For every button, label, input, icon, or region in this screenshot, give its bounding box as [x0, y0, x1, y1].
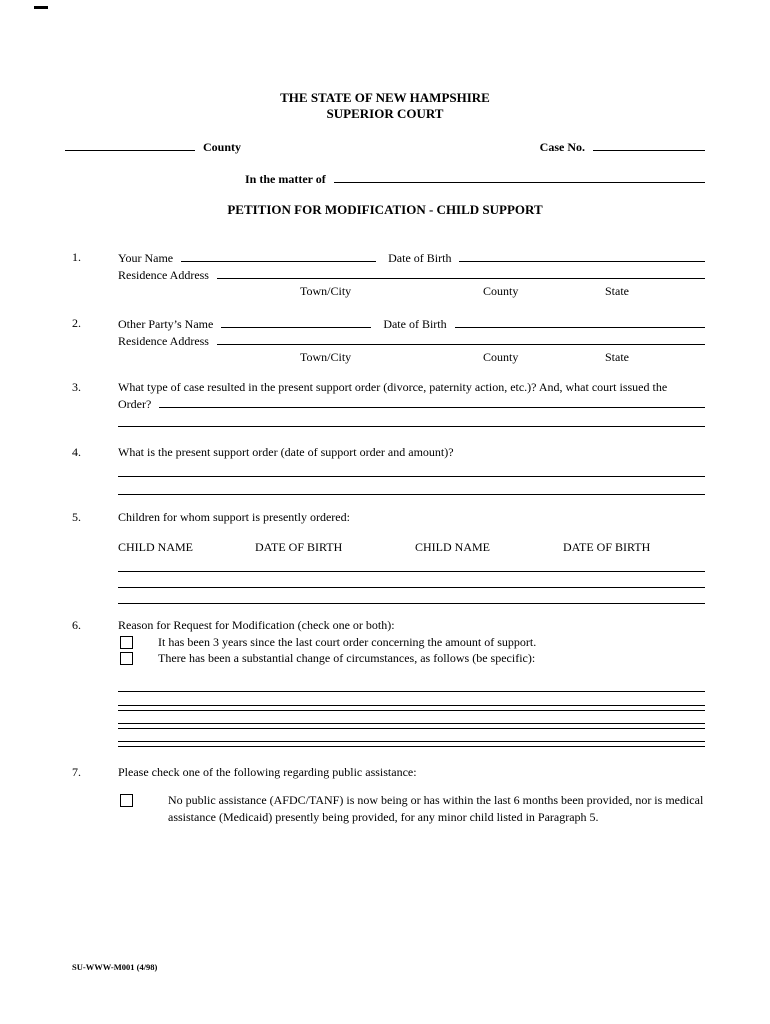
your-dob-label: Date of Birth: [388, 251, 452, 265]
matter-label: In the matter of: [245, 172, 326, 186]
other-party-residence-field[interactable]: [217, 332, 705, 345]
case-no-field[interactable]: [593, 138, 705, 151]
item-4-number: 4.: [72, 445, 81, 459]
item-2-sublabels: [118, 349, 705, 365]
dob-header-1: DATE OF BIRTH: [255, 540, 343, 554]
form-code: SU-WWW-M001 (4/98): [72, 962, 158, 972]
court-header: [0, 90, 770, 122]
other-party-towncity-label: Town/City: [300, 350, 352, 364]
item-2-number: 2.: [72, 316, 81, 330]
scan-artifact: [34, 6, 48, 9]
your-towncity-label: Town/City: [300, 284, 352, 298]
matter-row: [245, 170, 705, 187]
circumstances-field-line2[interactable]: [118, 705, 705, 711]
option-substantial-change: [118, 650, 705, 666]
three-years-option-label: It has been 3 years since the last court order concerning the amount of support.: [158, 635, 537, 649]
circumstances-field-line3[interactable]: [118, 723, 705, 729]
no-public-assistance-checkbox[interactable]: [120, 794, 133, 807]
other-party-dob-label: Date of Birth: [383, 317, 447, 331]
no-public-assistance-label: No public assistance (AFDC/TANF) is now being or has within the last 6 months been provided, nor is medical assistance (Medicaid) presently being provided, for any minor child listed in Paragraph 5.: [168, 793, 704, 824]
county-case-row: [65, 138, 705, 155]
item-7: [72, 764, 705, 826]
your-residence-label: Residence Address: [118, 268, 209, 282]
circumstances-field-line1[interactable]: [118, 691, 705, 692]
item-6: [72, 617, 705, 747]
three-years-checkbox[interactable]: [120, 636, 133, 649]
support-order-field-line1[interactable]: [118, 476, 705, 477]
item-5-number: 5.: [72, 510, 81, 524]
option-no-public-assistance: [118, 792, 705, 826]
your-state-label: State: [605, 284, 629, 298]
children-table-headers: [118, 539, 705, 555]
state-title: THE STATE OF NEW HAMPSHIRE: [280, 90, 490, 105]
form-title: PETITION FOR MODIFICATION - CHILD SUPPORT: [227, 202, 543, 217]
item-1: [72, 249, 705, 299]
item-7-heading: Please check one of the following regarding public assistance:: [118, 765, 417, 779]
other-party-residence-label: Residence Address: [118, 334, 209, 348]
county-label: County: [203, 140, 242, 154]
circumstances-field-line4[interactable]: [118, 741, 705, 747]
children-field-line2[interactable]: [118, 587, 705, 588]
support-order-field-line2[interactable]: [118, 494, 705, 495]
case-no-label: Case No.: [539, 140, 585, 154]
substantial-change-checkbox[interactable]: [120, 652, 133, 665]
child-name-header-2: CHILD NAME: [415, 540, 490, 554]
children-field-line3[interactable]: [118, 603, 705, 604]
item-6-heading: Reason for Request for Modification (check one or both):: [118, 618, 395, 632]
option-three-years: [118, 634, 705, 650]
substantial-change-option-label: There has been a substantial change of circumstances, as follows (be specific):: [158, 651, 536, 665]
your-residence-field[interactable]: [217, 266, 705, 279]
other-party-county-label: County: [483, 350, 519, 364]
your-dob-field[interactable]: [459, 249, 705, 262]
item-5: [72, 509, 705, 604]
county-field[interactable]: [65, 138, 195, 151]
item-3-number: 3.: [72, 380, 81, 394]
your-name-field[interactable]: [181, 249, 376, 262]
children-field-line1[interactable]: [118, 571, 705, 572]
item-3-question-line2: Order?: [118, 397, 152, 411]
item-3: [72, 379, 705, 427]
item-1-sublabels: [118, 283, 705, 299]
item-4: [72, 444, 705, 495]
your-name-label: Your Name: [118, 251, 174, 265]
item-1-number: 1.: [72, 250, 81, 264]
item-6-number: 6.: [72, 618, 81, 632]
other-party-state-label: State: [605, 350, 629, 364]
court-title: SUPERIOR COURT: [326, 106, 444, 121]
child-name-header-1: CHILD NAME: [118, 540, 193, 554]
item-2: [72, 315, 705, 365]
other-party-name-field[interactable]: [221, 315, 371, 328]
item-4-question: What is the present support order (date of support order and amount)?: [118, 445, 454, 459]
item-7-number: 7.: [72, 765, 81, 779]
item-5-heading: Children for whom support is presently ordered:: [118, 510, 350, 524]
other-party-name-label: Other Party’s Name: [118, 317, 214, 331]
case-type-field-line2[interactable]: [118, 426, 705, 427]
your-county-label: County: [483, 284, 519, 298]
matter-field[interactable]: [334, 170, 705, 183]
item-3-question-line1: What type of case resulted in the present support order (divorce, paternity action, etc.)? And, what court issued the: [118, 380, 668, 394]
case-type-field-line1[interactable]: [159, 395, 705, 408]
dob-header-2: DATE OF BIRTH: [563, 540, 651, 554]
other-party-dob-field[interactable]: [455, 315, 705, 328]
